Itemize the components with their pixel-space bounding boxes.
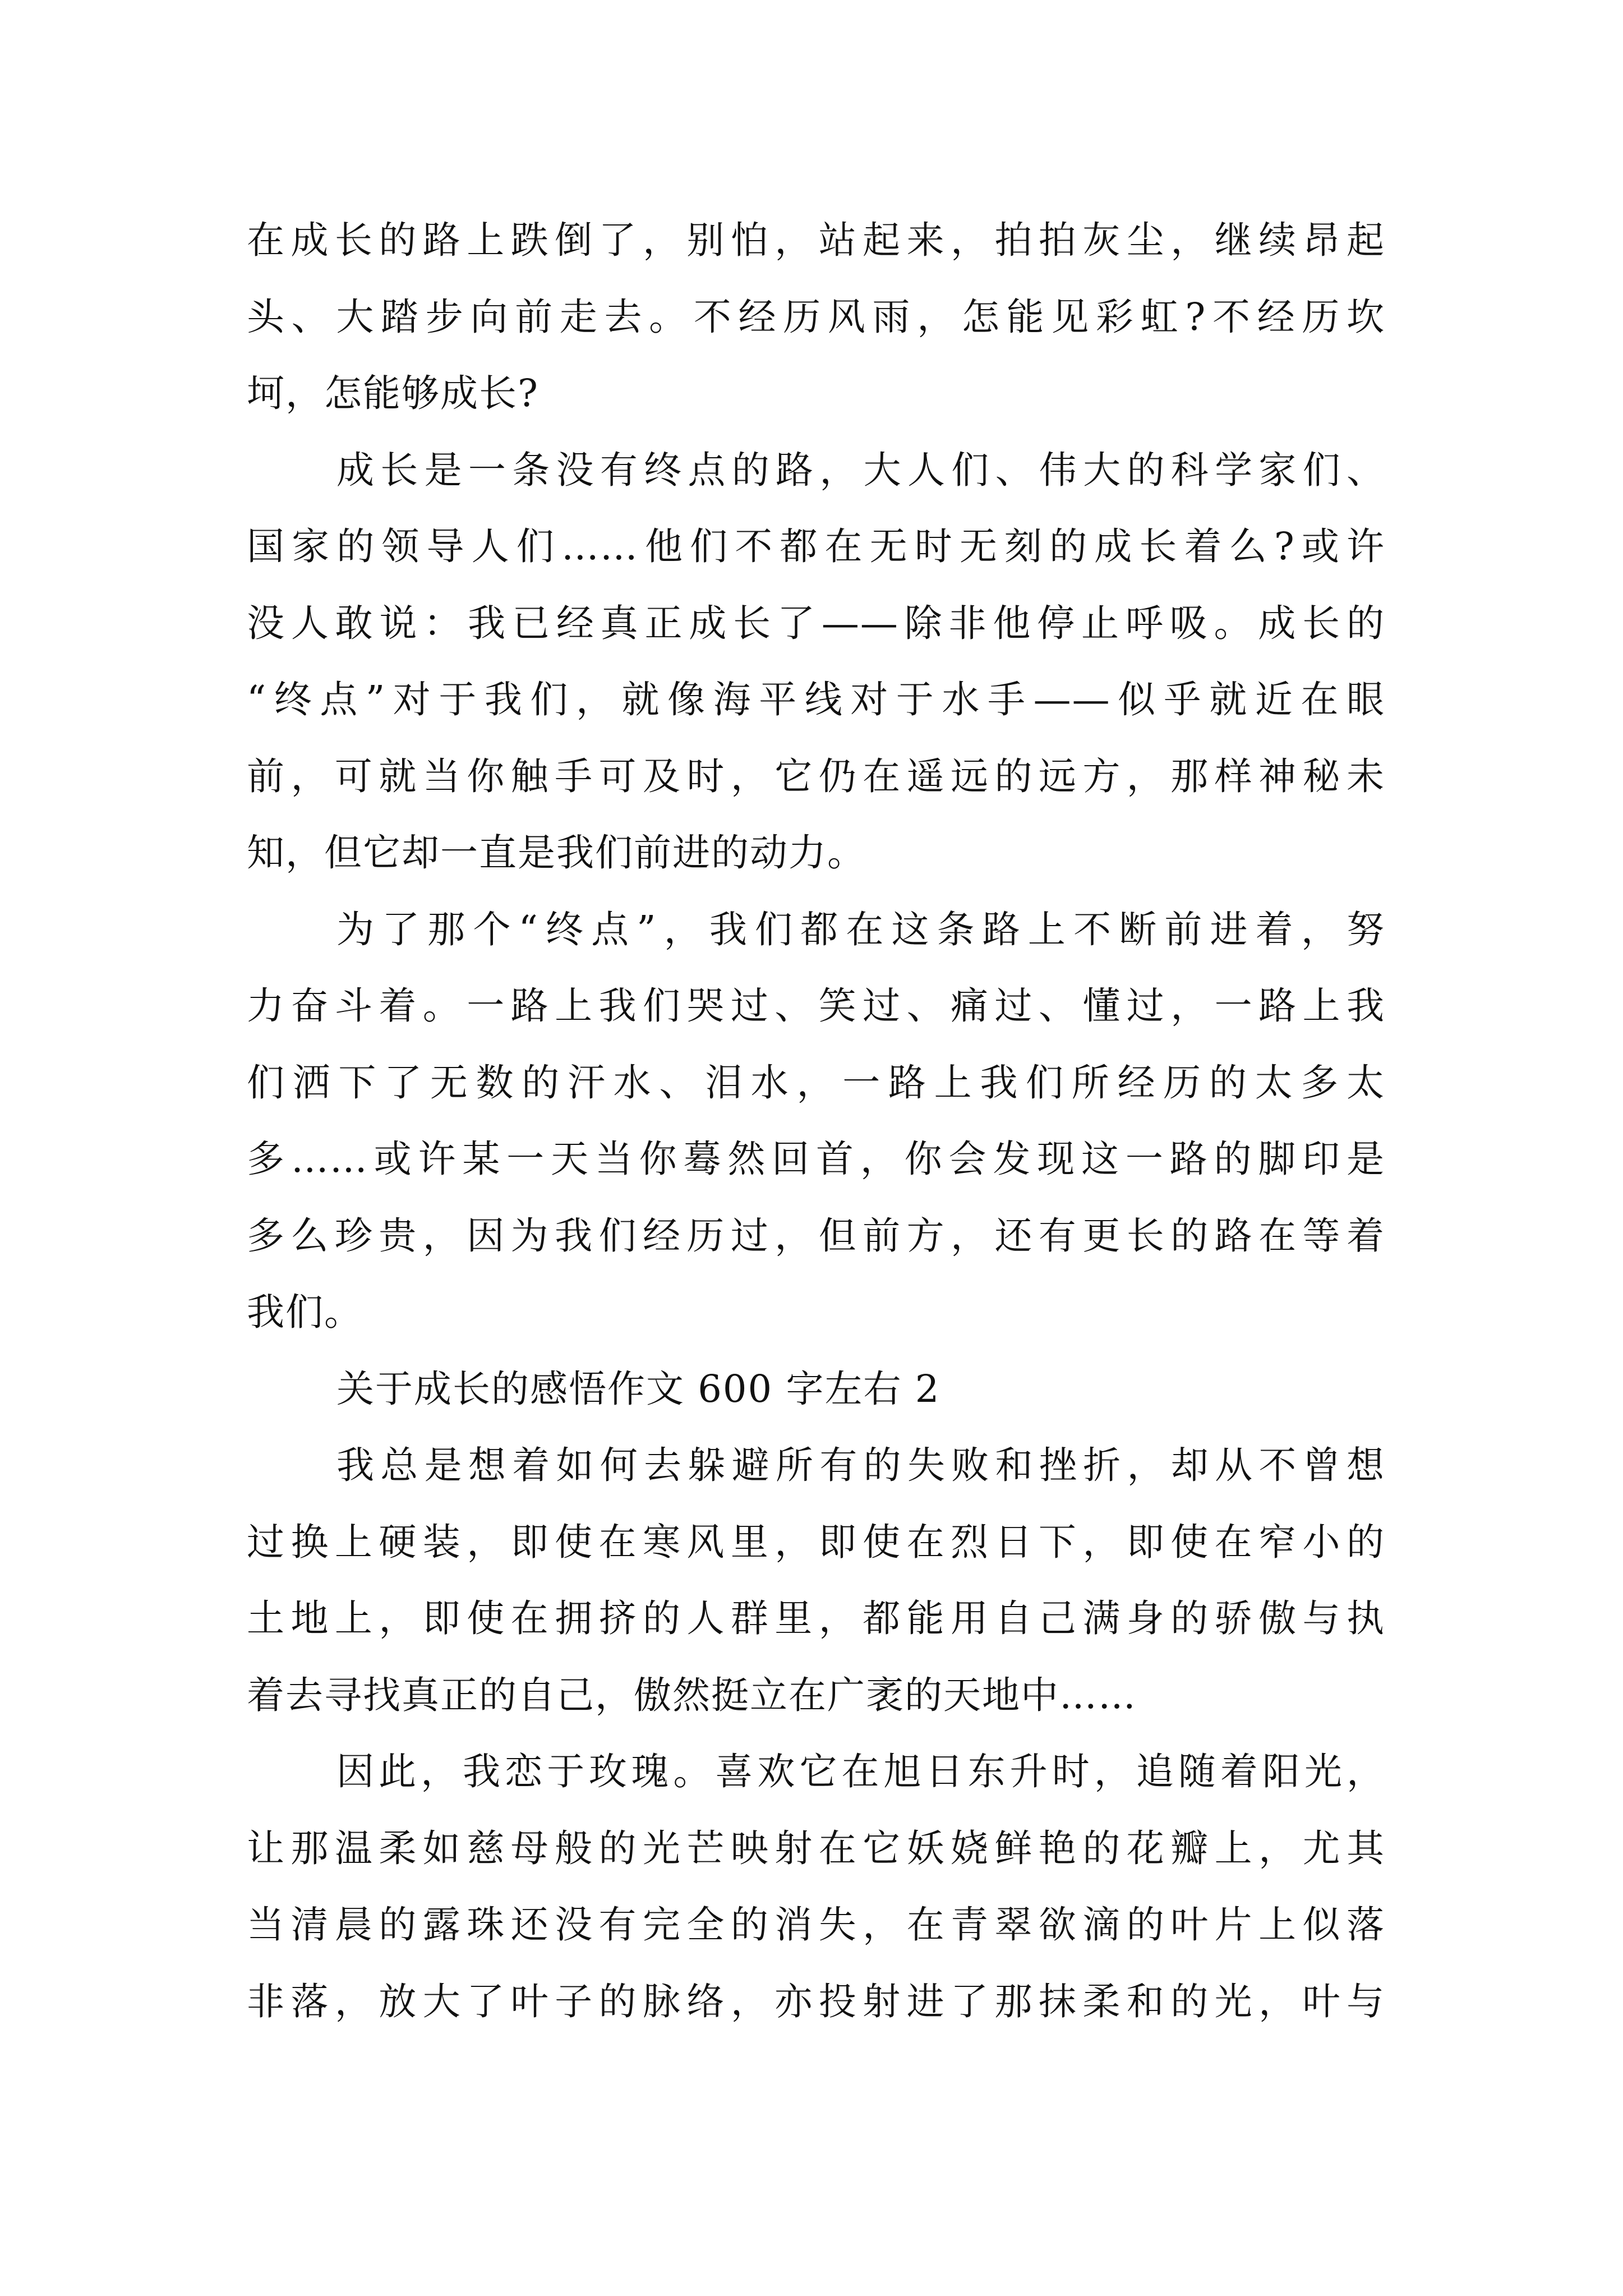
text-line: 多……或许某一天当你蓦然回首，你会发现这一路的脚印是: [247, 1137, 1385, 1181]
text-line: 非落，放大了叶子的脉络，亦投射进了那抹柔和的光，叶与: [247, 1979, 1385, 2023]
text-line: 多么珍贵，因为我们经历过，但前方，还有更长的路在等着: [247, 1213, 1385, 1258]
text-line: 为了那个“终点”，我们都在这条路上不断前进着，努: [336, 907, 1385, 951]
text-line: 没人敢说：我已经真正成长了——除非他停止呼吸。成长的: [247, 601, 1385, 645]
text-line: 前，可就当你触手可及时，它仍在遥远的远方，那样神秘未: [247, 754, 1385, 798]
text-line: 当清晨的露珠还没有完全的消失，在青翠欲滴的叶片上似落: [247, 1903, 1385, 1947]
text-line: 头、大踏步向前走去。不经历风雨，怎能见彩虹?不经历坎: [247, 295, 1385, 339]
text-line: 坷，怎能够成长?: [247, 371, 539, 415]
text-line: 在成长的路上跌倒了，别怕，站起来，拍拍灰尘，继续昂起: [247, 218, 1385, 262]
text-line: 因此，我恋于玫瑰。喜欢它在旭日东升时，追随着阳光，: [336, 1750, 1385, 1793]
text-line: 过换上硬装，即使在寒风里，即使在烈日下，即使在窄小的: [247, 1520, 1385, 1564]
section-heading: 关于成长的感悟作文 600 字左右 2: [336, 1366, 940, 1411]
text-line: 力奋斗着。一路上我们哭过、笑过、痛过、懂过，一路上我: [247, 984, 1385, 1028]
text-line: 知，但它却一直是我们前进的动力。: [247, 831, 866, 875]
text-line: 我们。: [247, 1290, 363, 1334]
text-line: “终点”对于我们，就像海平线对于水手——似乎就近在眼: [247, 678, 1385, 721]
text-line: 土地上，即使在拥挤的人群里，都能用自己满身的骄傲与执: [247, 1596, 1385, 1640]
text-line: 国家的领导人们……他们不都在无时无刻的成长着么?或许: [247, 524, 1385, 568]
text-line: 让那温柔如慈母般的光芒映射在它妖娆鲜艳的花瓣上，尤其: [247, 1826, 1385, 1870]
text-line: 着去寻找真正的自己，傲然挺立在广袤的天地中……: [247, 1673, 1137, 1717]
document-body: [247, 202, 1385, 2040]
text-line: 成长是一条没有终点的路，大人们、伟大的科学家们、: [336, 448, 1385, 492]
text-line: 我总是想着如何去躲避所有的失败和挫折，却从不曾想: [336, 1443, 1385, 1487]
text-line: 们洒下了无数的汗水、泪水，一路上我们所经历的太多太: [247, 1060, 1385, 1105]
